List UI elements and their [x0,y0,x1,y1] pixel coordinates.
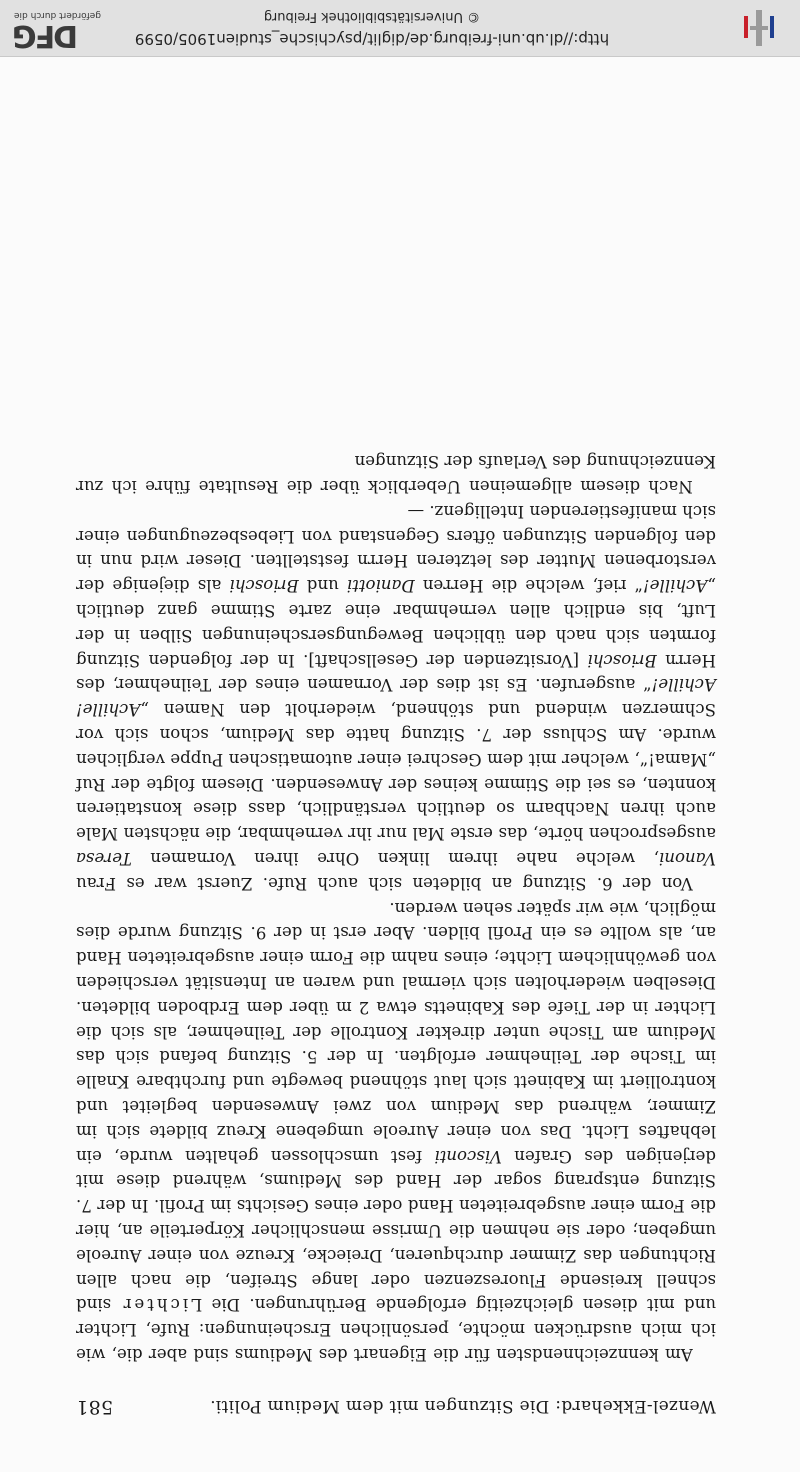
text-run: fest umschlossen gehalten wurde, ein lebhaftes Licht. Das von einer Aureole umgebene Kreuz bildete sich im Zimmer, während das Medium von zwei Anwesenden begleitet und kontrolliert im Kabinett sich laut stöhnend bewegte und furchtbare Knalle im Tische der Teilnehmer erfolgten. In der 5. Sitzung befand sich das Medium am Tische unter direkter Kontrolle der Teilnehmer, als sich die Lichter in der Tiefe des Kabinetts etwa 2 m über dem Erdboden bildeten. Dieselben wiederholten sich viermal und waren an Intensität verschieden von gewöhnlichem Lichte; eines nahm die Form einer ausgebreiteten Hand an, als wollte es ein Profil bilden. Aber erst in der 9. Sitzung wurde dies möglich, wie wir später sehen werden. [76,898,716,1166]
footer-copyright: © Universitätsbibliothek Freiburg [263,9,481,24]
italic-name: Brioschi [587,650,657,670]
italic-name: Achille! [643,576,708,596]
spaced-term: Lichter [120,1295,203,1315]
italic-name: Achille! Achille! [76,675,716,720]
text-run: Nach diesem allgemeinen Ueberblick über die Resultate führe ich zur Kennzeichnung des Verlaufs der Sitzungen [76,452,716,497]
text-run: [Vorsitzenden der Gesellschaft]. In der folgenden Sitzung formten sich nach den üblichen Bewegungserscheinungen Silben in der Luft, bis endlich allen vernehmbar eine zarte Stimme ganz deutlich „ [76,576,716,670]
text-run: Von der 6. Sitzung an bildeten sich auch Rufe. Zuerst war es Frau [76,873,693,893]
italic-name: Vanoni [658,849,716,869]
running-head-title: Wenzel-Ekkehard: Die Sitzungen mit dem Medium Politi. [209,1396,716,1416]
dfg-subtitle: gefördert durch die [14,10,101,20]
running-head [76,1396,716,1418]
footer-url[interactable]: http://dl.ub.uni-freiburg.de/diglit/psychische_studien1905/0599 [134,30,610,48]
text-run: sind schnell kreisende Fluoreszenzen oder lange Streifen, die nach allen Richtungen das Zimmer durchqueren, Dreiecke, Kreuze von einer Aureole umgeben; oder sie nehmen die Umrisse menschlicher Körperteile an, hier die Form einer ausgebreiteten Hand oder eines Gesichts im Profil. In der 7. Sitzung entsprang sogar der Hand des Mediums, während diese mit derjenigen des Grafen [76,1146,716,1315]
text-run: als diejenige der verstorbenen Mutter des letzteren Herrn feststellten. Dieser wird nun in den folgenden Sitzungen öfters Gegenstand von Liebesbezeugungen einer sich manifestierenden Intelligenz. — [76,501,716,596]
text-run: Am kennzeichnendsten für die Eigenart des Mediums sind aber die, wie ich mich ausdrücken möchte, persönlichen Erscheinungen: Rufe, Lichter und mit diesen gleichzeitig erfolgende Berührungen. Die [76,1295,716,1364]
text-run: “ ausgerufen. Es ist dies der Vornamen eines der Teilnehmer, des Herrn [76,650,716,695]
italic-name: Visconti [434,1146,502,1166]
text-run: ausgesprochen hörte, das erste Mal nur ihr vernehmbar, die nächsten Male auch ihren Nachbarn so deutlich verständlich, dass diese konstatieren konnten, es sei die Stimme keines der Anwesenden. Diesem folgte der Ruf „Mama!“, welcher mit dem Geschrei einer automatischen Puppe verglichen wurde. Am Schluss der 7. Sitzung hatte das Medium, schon sich vor Schmerzen windend und stöhnend, wiederholt den Namen „ [76,700,716,844]
dfg-mark: DFG [14,18,79,53]
text-run: und [298,576,347,596]
paragraph [76,498,716,895]
text-run: “ rief, welche die Herren [414,576,644,596]
paragraph [76,449,716,499]
book-page [76,449,716,1418]
italic-name: Daniotti [346,576,415,596]
page-number: 581 [76,1396,114,1418]
text-run: , welche nahe ihrem linken Ohre ihren Vornamen [131,849,659,869]
paragraph [76,895,716,1366]
dfg-logo [14,6,114,53]
university-logo-icon [734,8,782,48]
italic-name: Brioschi [229,576,299,596]
footer-bar [0,0,800,57]
body-text [76,449,716,1366]
italic-name: Teresa [76,849,132,869]
